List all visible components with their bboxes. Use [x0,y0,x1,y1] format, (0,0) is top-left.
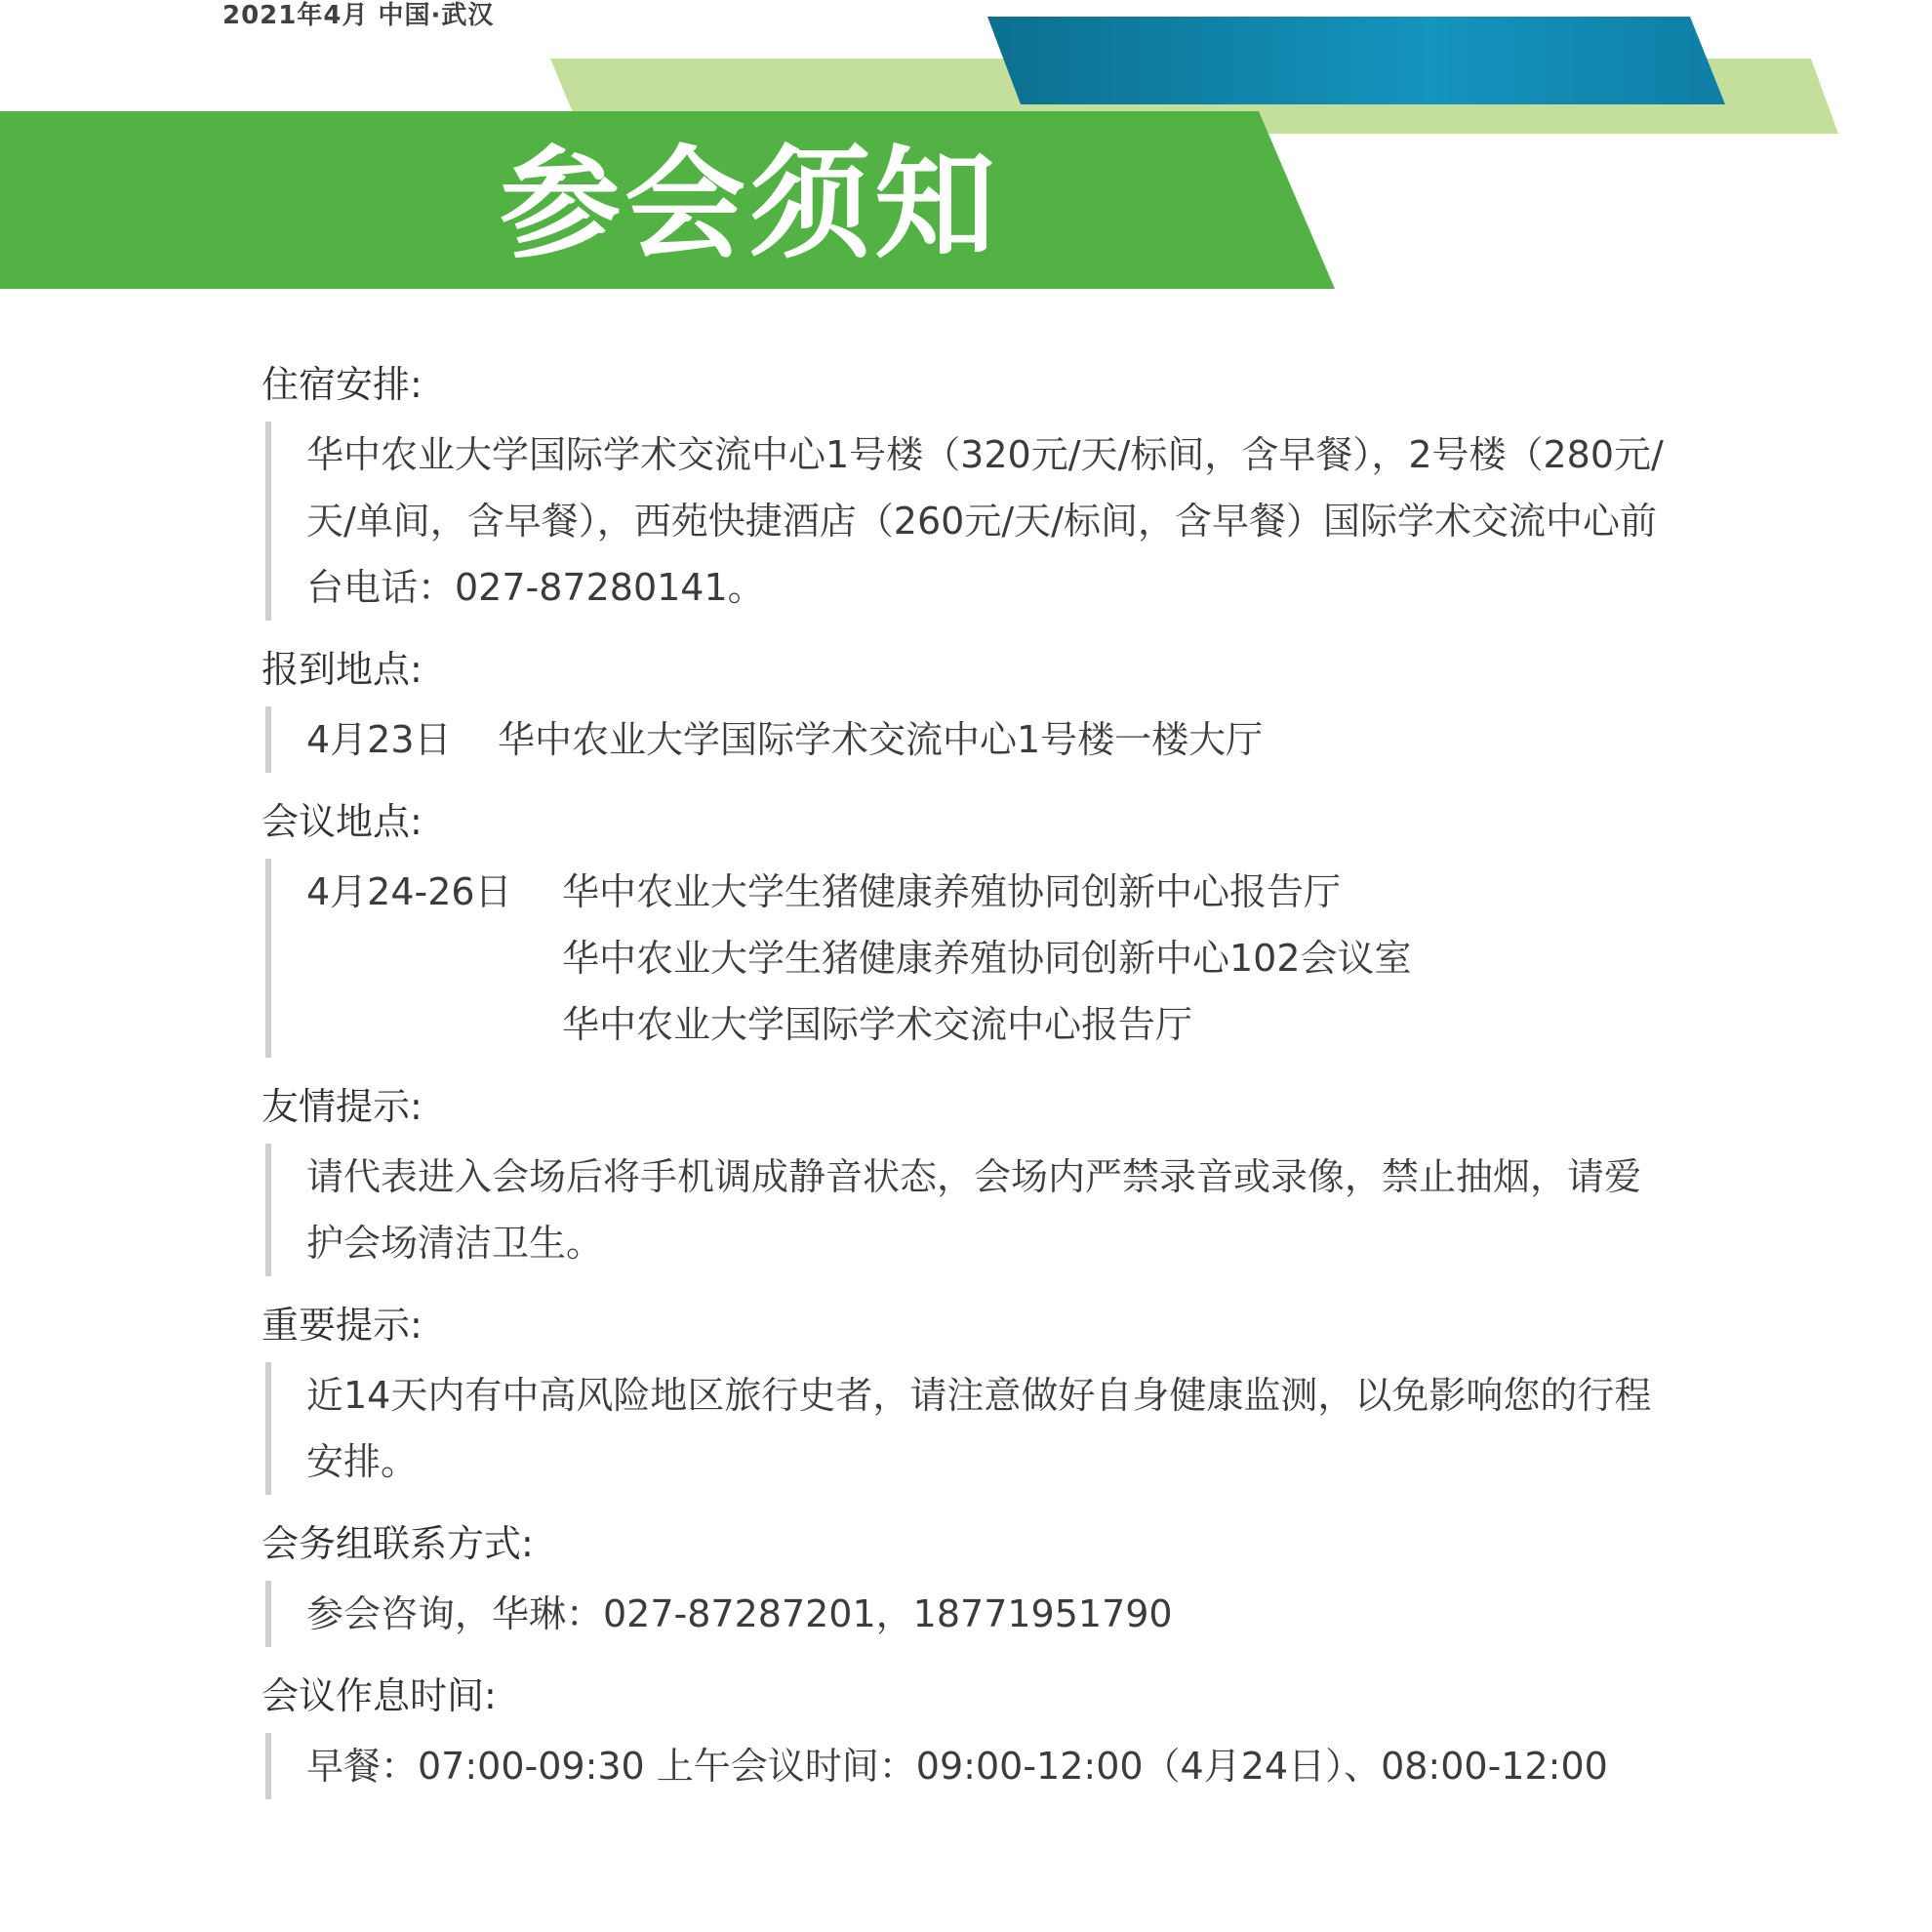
section-body [265,859,1672,1058]
section-title: 重要提示: [262,1304,423,1347]
section-title: 会议地点: [262,800,423,843]
section-body: 早餐：07:00-09:30 上午会议时间：09:00-12:00（4月24日）、08:00-12:00 [265,1733,1672,1799]
decorative-blue-band [987,17,1725,104]
section-venue [262,794,1706,1058]
section-title: 会务组联系方式: [262,1522,534,1565]
section-friendly-tips [262,1079,1706,1276]
registration-place: 华中农业大学国际学术交流中心1号楼一楼大厅 [498,718,1264,761]
section-schedule [262,1669,1706,1799]
venue-places [562,859,1412,1058]
section-body: 参会咨询，华琳：027-87287201，18771951790 [265,1581,1672,1647]
section-accommodation [262,357,1706,621]
section-body: 近14天内有中高风险地区旅行史者，请注意做好自身健康监测，以免影响您的行程安排。 [265,1362,1672,1495]
section-body [265,706,1672,773]
venue-place: 华中农业大学生猪健康养殖协同创新中心102会议室 [562,937,1412,980]
section-contact [262,1516,1706,1647]
venue-place: 华中农业大学生猪健康养殖协同创新中心报告厅 [562,870,1342,913]
registration-date: 4月23日 [306,718,452,761]
section-body: 华中农业大学国际学术交流中心1号楼（320元/天/标间，含早餐），2号楼（280元/天/单间，含早餐），西苑快捷酒店（260元/天/标间，含早餐）国际学术交流中心前台电话：027-87280141。 [265,422,1672,621]
section-body: 请代表进入会场后将手机调成静音状态，会场内严禁录音或录像，禁止抽烟，请爱护会场清洁卫生。 [265,1144,1672,1276]
section-title: 友情提示: [262,1085,423,1128]
date-location: 2021年4月 中国·武汉 [222,1,495,30]
venue-date: 4月24-26日 [306,870,512,913]
section-title: 住宿安排: [262,363,423,406]
page-title: 参会须知 [500,135,1000,275]
section-title: 报到地点: [262,648,423,691]
venue-place: 华中农业大学国际学术交流中心报告厅 [562,1003,1193,1046]
section-title: 会议作息时间: [262,1674,497,1717]
section-registration [262,642,1706,773]
notice-content [262,357,1706,1821]
section-important-tips [262,1298,1706,1495]
